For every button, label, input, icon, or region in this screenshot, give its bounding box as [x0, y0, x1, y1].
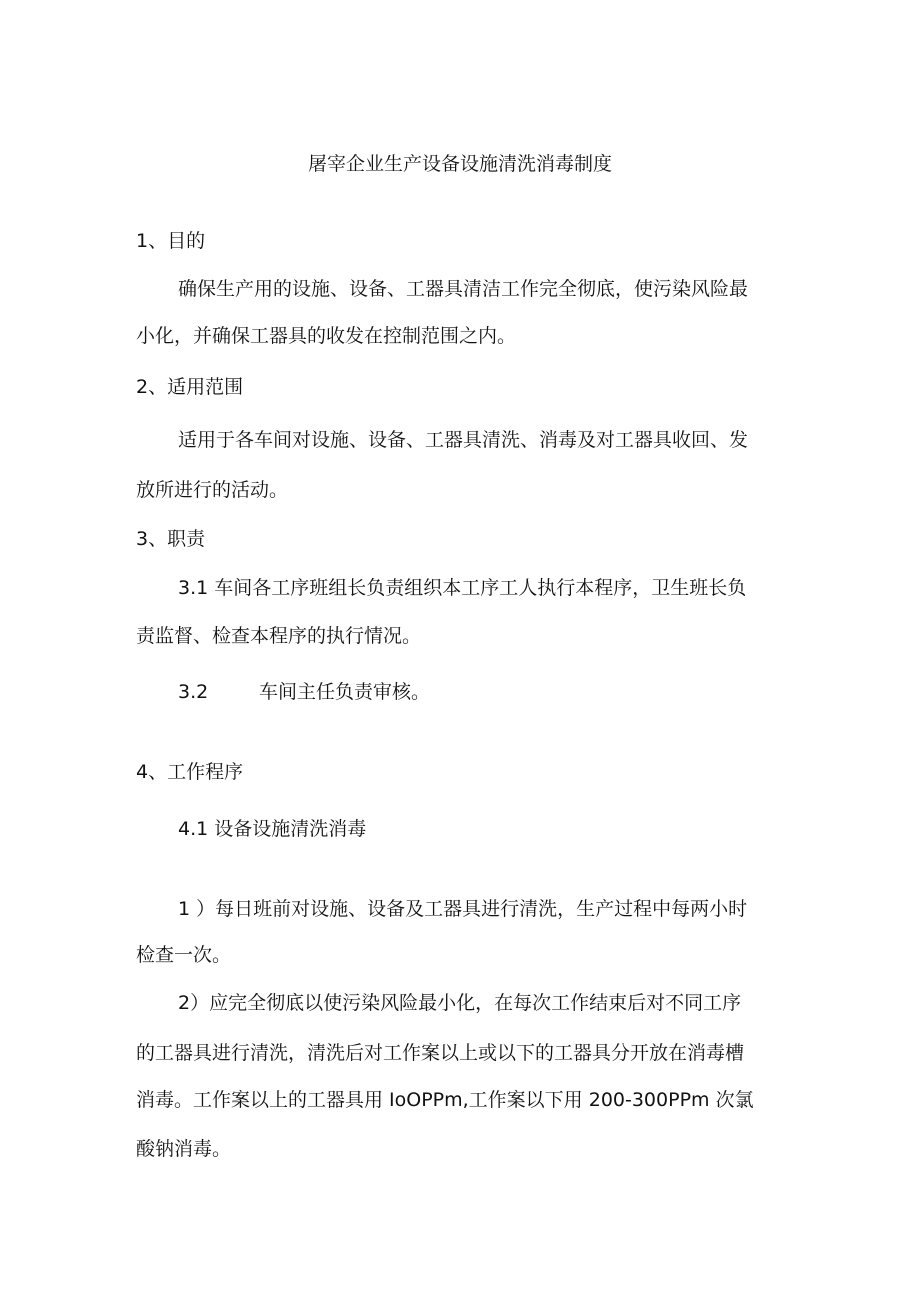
- item-2-line-2: 的工器具进行清洗，清洗后对工作案以上或以下的工器具分开放在消毒槽: [136, 1042, 745, 1064]
- section-1-paragraph-line-1: 确保生产用的设施、设备、工器具清洁工作完全彻底，使污染风险最: [178, 278, 749, 300]
- section-1-heading: 1、目的: [136, 230, 206, 252]
- item-1-line-2: 检查一次。: [136, 944, 232, 966]
- item-1-line-1: 1 ）每日班前对设施、设备及工器具进行清洗，生产过程中每两小时: [178, 898, 748, 920]
- section-4-1-heading: 4.1 设备设施清洗消毒: [178, 818, 367, 840]
- section-3-1-line-1: 3.1 车间各工序班组长负责组织本工序工人执行本程序，卫生班长负: [178, 577, 747, 599]
- section-2-heading: 2、适用范围: [136, 376, 244, 398]
- section-2-paragraph-line-2: 放所进行的活动。: [136, 479, 289, 501]
- item-2-line-3: 消毒。工作案以上的工器具用 IoOPPm,工作案以下用 200-300PPm 次氯: [136, 1089, 754, 1111]
- section-2-paragraph-line-1: 适用于各车间对设施、设备、工器具清洗、消毒及对工器具收回、发: [178, 429, 749, 451]
- section-4-heading: 4、工作程序: [136, 761, 244, 783]
- section-3-2-text: 车间主任负责审核。: [259, 681, 431, 703]
- section-3-1-line-2: 责监督、检查本程序的执行情况。: [136, 625, 422, 647]
- document-title: 屠宰企业生产设备设施清洗消毒制度: [307, 153, 612, 175]
- item-2-line-1: 2）应完全彻底以使污染风险最小化，在每次工作结束后对不同工序: [178, 992, 742, 1014]
- section-3-2-number: 3.2: [178, 681, 209, 703]
- section-1-paragraph-line-2: 小化，并确保工器具的收发在控制范围之内。: [136, 325, 517, 347]
- section-3-heading: 3、职责: [136, 528, 206, 550]
- item-2-line-4: 酸钠消毒。: [136, 1138, 232, 1160]
